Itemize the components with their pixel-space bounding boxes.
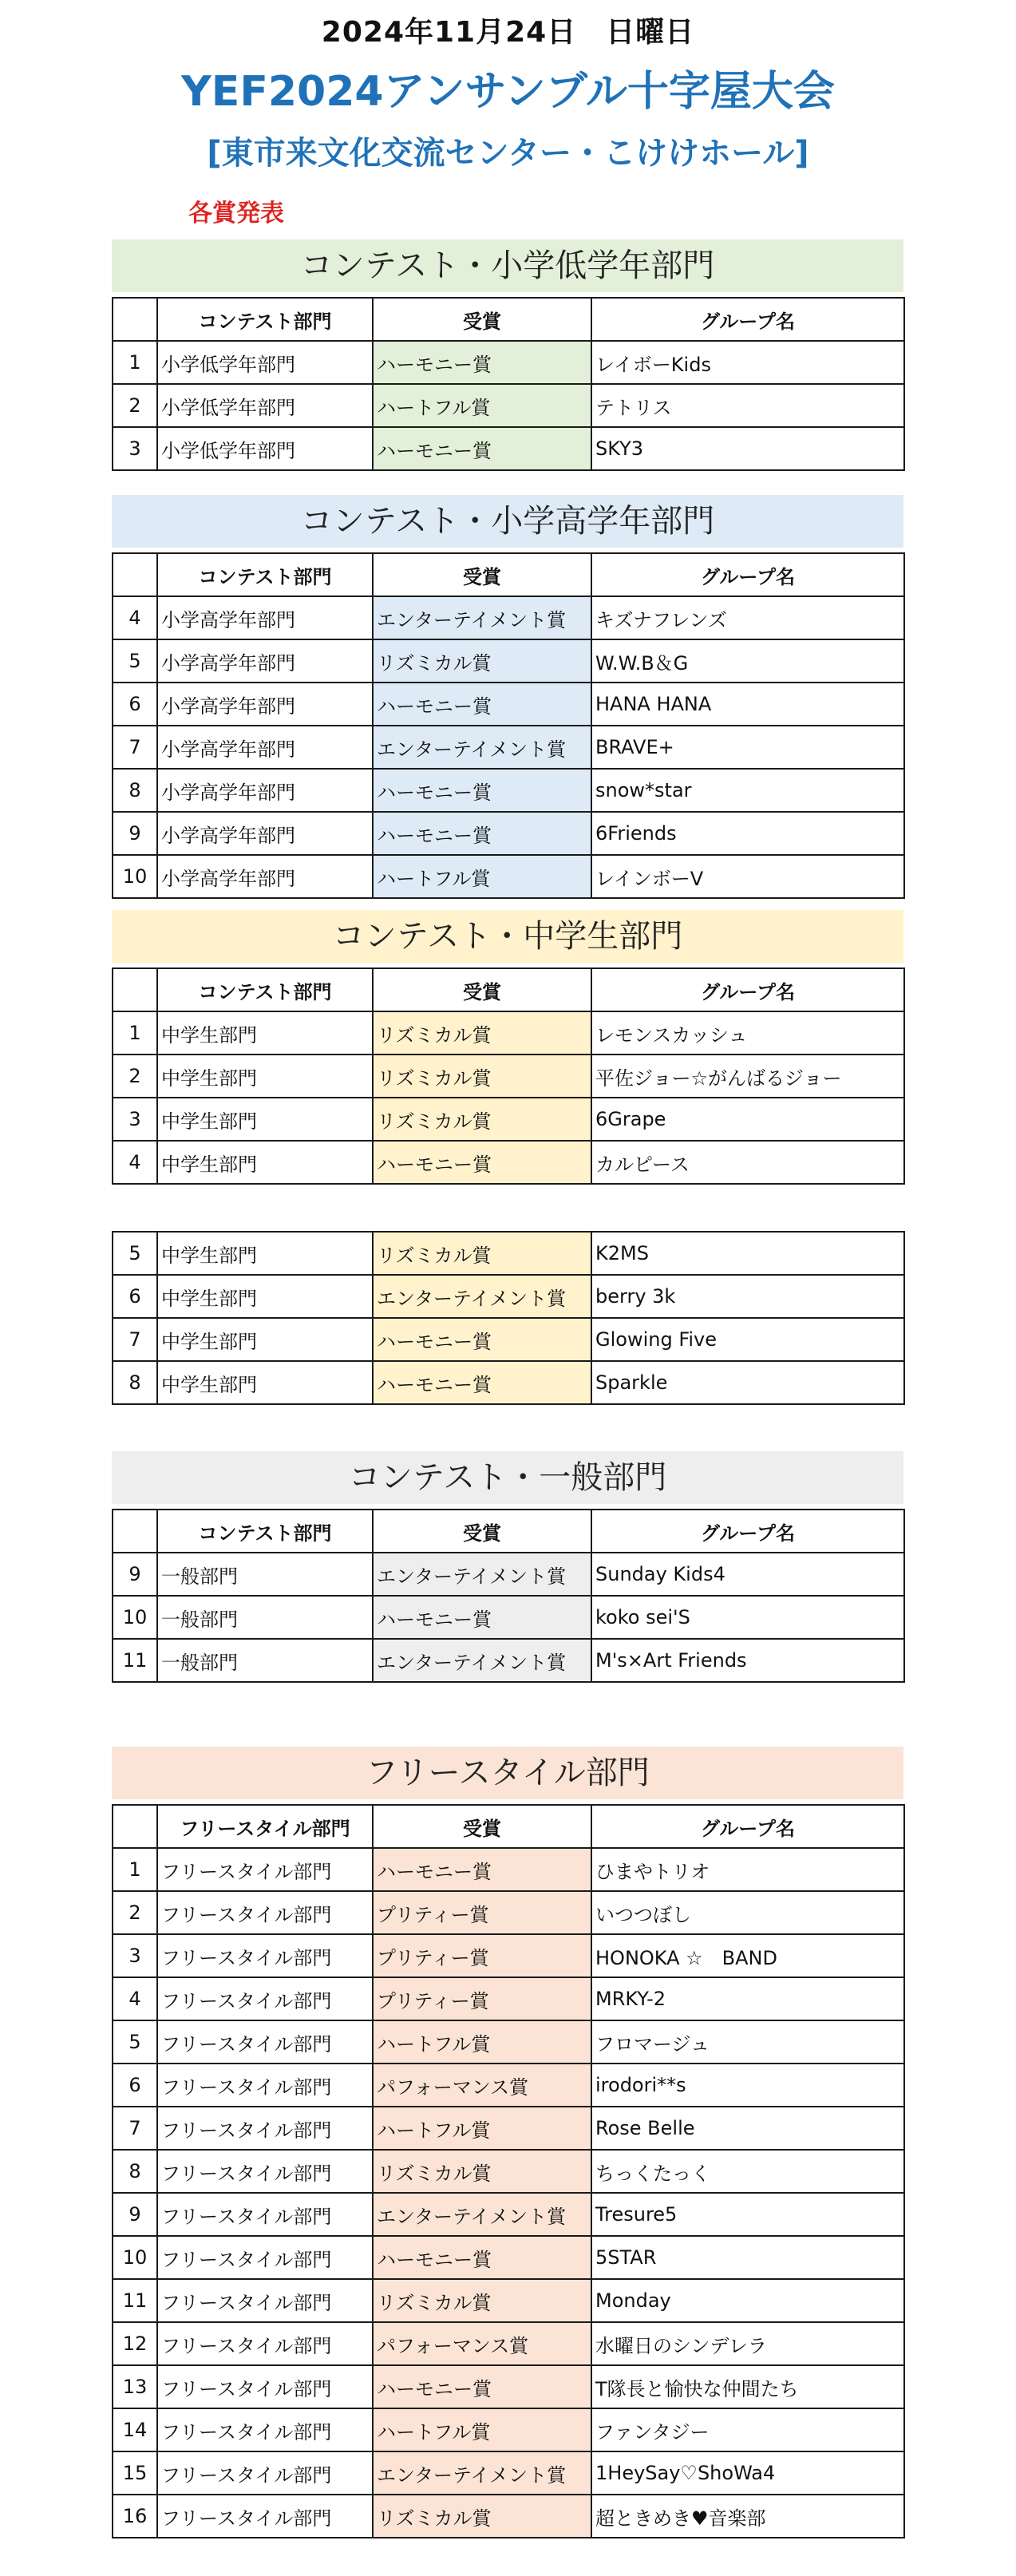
- table-row: [113, 1011, 904, 1055]
- award-cell: リズミカル賞: [373, 1055, 591, 1098]
- table-header-row: [113, 553, 904, 596]
- group-name-cell: レモンスカッシュ: [591, 1011, 904, 1055]
- event-date: 2024年11月24日 日曜日: [321, 16, 695, 49]
- department-cell: 中学生部門: [157, 1055, 373, 1098]
- awards-announcement-label: 各賞発表: [188, 200, 284, 228]
- section-title-general: コンテスト・一般部門: [112, 1451, 903, 1504]
- award-cell: エンターテイメント賞: [373, 2193, 591, 2236]
- department-cell: フリースタイル部門: [157, 2064, 373, 2107]
- table-row: [113, 1055, 904, 1098]
- department-cell: フリースタイル部門: [157, 1848, 373, 1891]
- row-number-cell: 8: [113, 769, 157, 812]
- row-number-cell: 4: [113, 1141, 157, 1184]
- row-number-cell: 3: [113, 427, 157, 470]
- table-row: [113, 1275, 904, 1318]
- award-cell: エンターテイメント賞: [373, 1275, 591, 1318]
- department-cell: フリースタイル部門: [157, 1977, 373, 2020]
- department-cell: 小学高学年部門: [157, 596, 373, 639]
- group-name-cell: 6Grape: [591, 1098, 904, 1141]
- group-name-cell: Rose Belle: [591, 2107, 904, 2150]
- table-row: [113, 1848, 904, 1891]
- department-cell: 中学生部門: [157, 1361, 373, 1404]
- event-venue: [東市来文化交流センター・こけけホール]: [207, 135, 809, 172]
- row-number-cell: 10: [113, 2236, 157, 2279]
- header-award-cell: 受賞: [373, 968, 591, 1011]
- group-name-cell: 平佐ジョー☆がんばるジョー: [591, 1055, 904, 1098]
- department-cell: 小学低学年部門: [157, 341, 373, 384]
- department-cell: フリースタイル部門: [157, 2020, 373, 2064]
- department-cell: 一般部門: [157, 1553, 373, 1596]
- table-row: [113, 427, 904, 470]
- award-cell: リズミカル賞: [373, 2279, 591, 2322]
- award-cell: プリティー賞: [373, 1977, 591, 2020]
- row-number-cell: 10: [113, 1596, 157, 1639]
- table-header-row: [113, 1510, 904, 1553]
- award-cell: ハートフル賞: [373, 2408, 591, 2451]
- row-number-cell: 2: [113, 384, 157, 427]
- award-cell: ハーモニー賞: [373, 683, 591, 726]
- award-cell: ハートフル賞: [373, 2020, 591, 2064]
- table-row: [113, 2064, 904, 2107]
- row-number-cell: 7: [113, 2107, 157, 2150]
- group-name-cell: snow*star: [591, 769, 904, 812]
- header-award-cell: 受賞: [373, 553, 591, 596]
- table-row: [113, 683, 904, 726]
- results-table-general: [112, 1509, 905, 1683]
- group-name-cell: フロマージュ: [591, 2020, 904, 2064]
- table-row: [113, 855, 904, 898]
- table-row: [113, 1553, 904, 1596]
- header-number-cell: [113, 968, 157, 1011]
- table-row: [113, 2495, 904, 2538]
- award-cell: ハーモニー賞: [373, 427, 591, 470]
- results-table-junior-high-continued: [112, 1231, 905, 1405]
- row-number-cell: 6: [113, 683, 157, 726]
- header-number-cell: [113, 1510, 157, 1553]
- row-number-cell: 15: [113, 2451, 157, 2495]
- row-number-cell: 8: [113, 2150, 157, 2193]
- results-table-lower-elementary: [112, 297, 905, 471]
- group-name-cell: Sparkle: [591, 1361, 904, 1404]
- group-name-cell: 水曜日のシンデレラ: [591, 2322, 904, 2365]
- header-department-cell: コンテスト部門: [157, 553, 373, 596]
- table-row: [113, 596, 904, 639]
- group-name-cell: カルピース: [591, 1141, 904, 1184]
- row-number-cell: 10: [113, 855, 157, 898]
- results-table-freestyle: [112, 1804, 905, 2538]
- header-department-cell: コンテスト部門: [157, 298, 373, 341]
- department-cell: 中学生部門: [157, 1098, 373, 1141]
- award-cell: パフォーマンス賞: [373, 2064, 591, 2107]
- department-cell: 一般部門: [157, 1639, 373, 1682]
- table-row: [113, 2236, 904, 2279]
- header-group-cell: グループ名: [591, 968, 904, 1011]
- table-row: [113, 1639, 904, 1682]
- group-name-cell: BRAVE+: [591, 726, 904, 769]
- table-row: [113, 1891, 904, 1934]
- group-name-cell: キズナフレンズ: [591, 596, 904, 639]
- award-cell: ハーモニー賞: [373, 1141, 591, 1184]
- group-name-cell: K2MS: [591, 1232, 904, 1275]
- award-cell: リズミカル賞: [373, 639, 591, 683]
- table-row: [113, 1098, 904, 1141]
- section-title-freestyle: フリースタイル部門: [112, 1747, 903, 1799]
- header-award-cell: 受賞: [373, 1510, 591, 1553]
- department-cell: フリースタイル部門: [157, 2107, 373, 2150]
- header-group-cell: グループ名: [591, 1805, 904, 1848]
- group-name-cell: 5STAR: [591, 2236, 904, 2279]
- group-name-cell: 1HeySay♡ShoWa4: [591, 2451, 904, 2495]
- award-cell: ハーモニー賞: [373, 2236, 591, 2279]
- group-name-cell: koko sei'S: [591, 1596, 904, 1639]
- department-cell: 小学高学年部門: [157, 639, 373, 683]
- award-cell: ハートフル賞: [373, 855, 591, 898]
- row-number-cell: 7: [113, 1318, 157, 1361]
- table-row: [113, 2279, 904, 2322]
- header-group-cell: グループ名: [591, 553, 904, 596]
- department-cell: 中学生部門: [157, 1011, 373, 1055]
- row-number-cell: 9: [113, 812, 157, 855]
- row-number-cell: 4: [113, 596, 157, 639]
- award-cell: ハーモニー賞: [373, 1596, 591, 1639]
- award-cell: リズミカル賞: [373, 1098, 591, 1141]
- award-cell: エンターテイメント賞: [373, 1639, 591, 1682]
- department-cell: 小学低学年部門: [157, 427, 373, 470]
- department-cell: フリースタイル部門: [157, 2451, 373, 2495]
- award-cell: ハーモニー賞: [373, 769, 591, 812]
- row-number-cell: 9: [113, 2193, 157, 2236]
- award-cell: ハーモニー賞: [373, 1318, 591, 1361]
- table-row: [113, 769, 904, 812]
- table-row: [113, 2193, 904, 2236]
- table-row: [113, 2408, 904, 2451]
- department-cell: フリースタイル部門: [157, 2408, 373, 2451]
- row-number-cell: 9: [113, 1553, 157, 1596]
- table-row: [113, 2107, 904, 2150]
- row-number-cell: 13: [113, 2365, 157, 2408]
- department-cell: フリースタイル部門: [157, 1934, 373, 1977]
- department-cell: フリースタイル部門: [157, 2365, 373, 2408]
- department-cell: 小学高学年部門: [157, 769, 373, 812]
- row-number-cell: 5: [113, 639, 157, 683]
- award-cell: エンターテイメント賞: [373, 2451, 591, 2495]
- header-award-cell: 受賞: [373, 298, 591, 341]
- table-row: [113, 341, 904, 384]
- department-cell: フリースタイル部門: [157, 2279, 373, 2322]
- department-cell: フリースタイル部門: [157, 1891, 373, 1934]
- group-name-cell: ちっくたっく: [591, 2150, 904, 2193]
- department-cell: 小学高学年部門: [157, 855, 373, 898]
- header-group-cell: グループ名: [591, 1510, 904, 1553]
- table-header-row: [113, 968, 904, 1011]
- header-number-cell: [113, 553, 157, 596]
- award-cell: リズミカル賞: [373, 2495, 591, 2538]
- award-cell: リズミカル賞: [373, 1232, 591, 1275]
- group-name-cell: ひまやトリオ: [591, 1848, 904, 1891]
- row-number-cell: 11: [113, 1639, 157, 1682]
- table-row: [113, 1232, 904, 1275]
- row-number-cell: 16: [113, 2495, 157, 2538]
- table-row: [113, 2150, 904, 2193]
- award-cell: リズミカル賞: [373, 1011, 591, 1055]
- group-name-cell: 超ときめき♥音楽部: [591, 2495, 904, 2538]
- group-name-cell: MRKY-2: [591, 1977, 904, 2020]
- section-title-lower-elementary: コンテスト・小学低学年部門: [112, 239, 903, 292]
- row-number-cell: 12: [113, 2322, 157, 2365]
- table-row: [113, 1934, 904, 1977]
- header-department-cell: コンテスト部門: [157, 968, 373, 1011]
- table-row: [113, 2451, 904, 2495]
- award-cell: ハートフル賞: [373, 384, 591, 427]
- department-cell: 中学生部門: [157, 1275, 373, 1318]
- table-row: [113, 1977, 904, 2020]
- award-cell: ハーモニー賞: [373, 341, 591, 384]
- department-cell: フリースタイル部門: [157, 2193, 373, 2236]
- row-number-cell: 7: [113, 726, 157, 769]
- department-cell: 小学高学年部門: [157, 683, 373, 726]
- row-number-cell: 3: [113, 1098, 157, 1141]
- department-cell: フリースタイル部門: [157, 2495, 373, 2538]
- department-cell: 中学生部門: [157, 1232, 373, 1275]
- row-number-cell: 2: [113, 1891, 157, 1934]
- group-name-cell: テトリス: [591, 384, 904, 427]
- row-number-cell: 1: [113, 341, 157, 384]
- row-number-cell: 6: [113, 2064, 157, 2107]
- award-cell: エンターテイメント賞: [373, 596, 591, 639]
- table-row: [113, 2365, 904, 2408]
- group-name-cell: SKY3: [591, 427, 904, 470]
- table-row: [113, 2020, 904, 2064]
- table-header-row: [113, 1805, 904, 1848]
- award-cell: プリティー賞: [373, 1891, 591, 1934]
- row-number-cell: 1: [113, 1848, 157, 1891]
- row-number-cell: 6: [113, 1275, 157, 1318]
- group-name-cell: Monday: [591, 2279, 904, 2322]
- header-group-cell: グループ名: [591, 298, 904, 341]
- department-cell: 中学生部門: [157, 1141, 373, 1184]
- table-row: [113, 1361, 904, 1404]
- header-number-cell: [113, 1805, 157, 1848]
- department-cell: 小学低学年部門: [157, 384, 373, 427]
- department-cell: フリースタイル部門: [157, 2322, 373, 2365]
- results-table-upper-elementary: [112, 552, 905, 899]
- group-name-cell: M's×Art Friends: [591, 1639, 904, 1682]
- group-name-cell: irodori**s: [591, 2064, 904, 2107]
- table-row: [113, 2322, 904, 2365]
- row-number-cell: 3: [113, 1934, 157, 1977]
- row-number-cell: 8: [113, 1361, 157, 1404]
- department-cell: 一般部門: [157, 1596, 373, 1639]
- group-name-cell: 6Friends: [591, 812, 904, 855]
- event-title: YEF2024アンサンブル十字屋大会: [181, 68, 835, 116]
- department-cell: 小学高学年部門: [157, 726, 373, 769]
- department-cell: フリースタイル部門: [157, 2236, 373, 2279]
- award-cell: ハーモニー賞: [373, 1361, 591, 1404]
- award-cell: リズミカル賞: [373, 2150, 591, 2193]
- header-number-cell: [113, 298, 157, 341]
- row-number-cell: 2: [113, 1055, 157, 1098]
- group-name-cell: Glowing Five: [591, 1318, 904, 1361]
- row-number-cell: 4: [113, 1977, 157, 2020]
- award-cell: プリティー賞: [373, 1934, 591, 1977]
- group-name-cell: Sunday Kids4: [591, 1553, 904, 1596]
- department-cell: 中学生部門: [157, 1318, 373, 1361]
- header-department-cell: コンテスト部門: [157, 1510, 373, 1553]
- award-cell: エンターテイメント賞: [373, 726, 591, 769]
- row-number-cell: 11: [113, 2279, 157, 2322]
- group-name-cell: レイボーKids: [591, 341, 904, 384]
- row-number-cell: 5: [113, 1232, 157, 1275]
- group-name-cell: HONOKA ☆ BAND: [591, 1934, 904, 1977]
- section-title-upper-elementary: コンテスト・小学高学年部門: [112, 495, 903, 548]
- award-cell: ハーモニー賞: [373, 812, 591, 855]
- department-cell: 小学高学年部門: [157, 812, 373, 855]
- table-row: [113, 639, 904, 683]
- table-row: [113, 812, 904, 855]
- table-row: [113, 1141, 904, 1184]
- group-name-cell: T隊長と愉快な仲間たち: [591, 2365, 904, 2408]
- row-number-cell: 1: [113, 1011, 157, 1055]
- group-name-cell: berry 3k: [591, 1275, 904, 1318]
- table-row: [113, 1318, 904, 1361]
- table-row: [113, 726, 904, 769]
- table-header-row: [113, 298, 904, 341]
- group-name-cell: W.W.B＆G: [591, 639, 904, 683]
- header-department-cell: フリースタイル部門: [157, 1805, 373, 1848]
- department-cell: フリースタイル部門: [157, 2150, 373, 2193]
- award-cell: ハートフル賞: [373, 2107, 591, 2150]
- group-name-cell: Tresure5: [591, 2193, 904, 2236]
- group-name-cell: ファンタジー: [591, 2408, 904, 2451]
- group-name-cell: レインボーV: [591, 855, 904, 898]
- results-table-junior-high: [112, 967, 905, 1185]
- header-award-cell: 受賞: [373, 1805, 591, 1848]
- row-number-cell: 5: [113, 2020, 157, 2064]
- award-cell: ハーモニー賞: [373, 2365, 591, 2408]
- row-number-cell: 14: [113, 2408, 157, 2451]
- group-name-cell: HANA HANA: [591, 683, 904, 726]
- table-row: [113, 384, 904, 427]
- award-cell: エンターテイメント賞: [373, 1553, 591, 1596]
- award-cell: ハーモニー賞: [373, 1848, 591, 1891]
- section-title-junior-high: コンテスト・中学生部門: [112, 910, 903, 963]
- table-row: [113, 1596, 904, 1639]
- group-name-cell: いつつぼし: [591, 1891, 904, 1934]
- award-cell: パフォーマンス賞: [373, 2322, 591, 2365]
